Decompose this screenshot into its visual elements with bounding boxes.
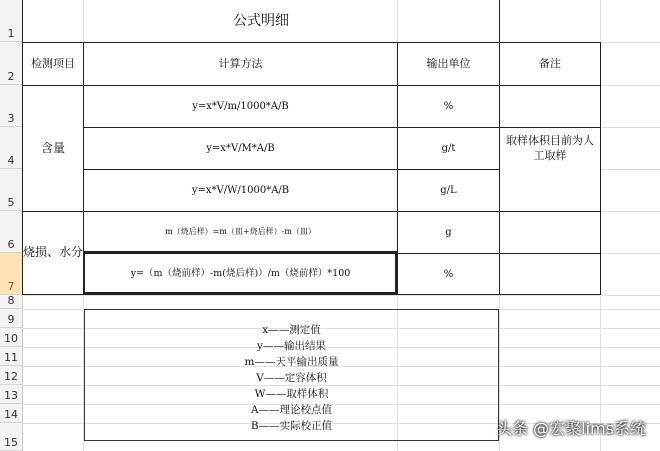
- unit-cell[interactable]: g: [445, 227, 452, 238]
- gridline: [600, 253, 660, 254]
- row-number[interactable]: 8: [0, 295, 22, 309]
- row-number[interactable]: 11: [0, 347, 22, 366]
- row-number[interactable]: 5: [0, 169, 22, 211]
- row-number[interactable]: 13: [0, 385, 22, 404]
- row-number[interactable]: 1: [0, 0, 22, 42]
- formula-cell-selected[interactable]: y=（m（烧前样）-m(烧后样)）/m（烧前样）*100: [130, 267, 351, 279]
- row-number[interactable]: 10: [0, 328, 22, 347]
- row-number[interactable]: 9: [0, 309, 22, 328]
- gridline: [600, 127, 660, 128]
- legend-box[interactable]: [84, 309, 499, 441]
- formula-cell[interactable]: m（烧后样）=m（皿+烧后样）-m（皿）: [165, 227, 316, 237]
- gridline: [600, 85, 660, 86]
- unit-cell[interactable]: g/L: [440, 185, 457, 196]
- active-cell-outline: [83, 251, 397, 294]
- gridline: [600, 42, 660, 43]
- gridline: [22, 295, 660, 296]
- row-number[interactable]: 12: [0, 366, 22, 385]
- legend-line: A——理论校点值: [250, 404, 333, 416]
- legend-line: W——取样体积: [254, 388, 329, 400]
- formula-cell[interactable]: y=x*V/W/1000*A/B: [191, 185, 290, 196]
- formula-cell[interactable]: y=x*V/m/1000*A/B: [192, 101, 289, 112]
- category-loss-moisture[interactable]: 烧损、水分: [23, 245, 84, 260]
- header-method[interactable]: 计算方法: [218, 56, 263, 70]
- header-note[interactable]: 备注: [539, 56, 561, 70]
- legend-line: y——输出结果: [257, 340, 326, 352]
- watermark: 头条 @宏聚lims系统: [496, 419, 646, 438]
- gridline: [600, 211, 660, 212]
- unit-cell[interactable]: g/t: [441, 143, 456, 154]
- header-item[interactable]: 检测项目: [31, 56, 75, 70]
- legend-line: m——天平输出质量: [244, 356, 339, 368]
- gridline: [600, 169, 660, 170]
- row-number[interactable]: 15: [0, 423, 22, 451]
- header-unit[interactable]: 输出单位: [426, 56, 471, 70]
- row-number[interactable]: 14: [0, 404, 22, 423]
- note-cell[interactable]: 取样体积目前为人工取样: [506, 134, 594, 162]
- row-number-selected[interactable]: 7: [0, 253, 22, 295]
- table-border: [22, 294, 601, 295]
- row-number[interactable]: 3: [0, 85, 22, 127]
- legend-line: B——实际校正值: [250, 420, 333, 432]
- unit-cell[interactable]: %: [443, 101, 454, 112]
- row-number[interactable]: 4: [0, 127, 22, 169]
- category-content[interactable]: 含量: [40, 140, 65, 155]
- table-border: [600, 42, 601, 295]
- row-number[interactable]: 6: [0, 211, 22, 253]
- table-title[interactable]: 公式明细: [233, 12, 289, 29]
- formula-cell[interactable]: y=x*V/M*A/B: [206, 143, 275, 154]
- row-number[interactable]: 2: [0, 42, 22, 85]
- note-cell-empty[interactable]: [500, 212, 600, 294]
- unit-cell[interactable]: %: [443, 268, 454, 280]
- legend-line: x——测定值: [262, 324, 321, 336]
- legend-line: V——定容体积: [256, 372, 327, 384]
